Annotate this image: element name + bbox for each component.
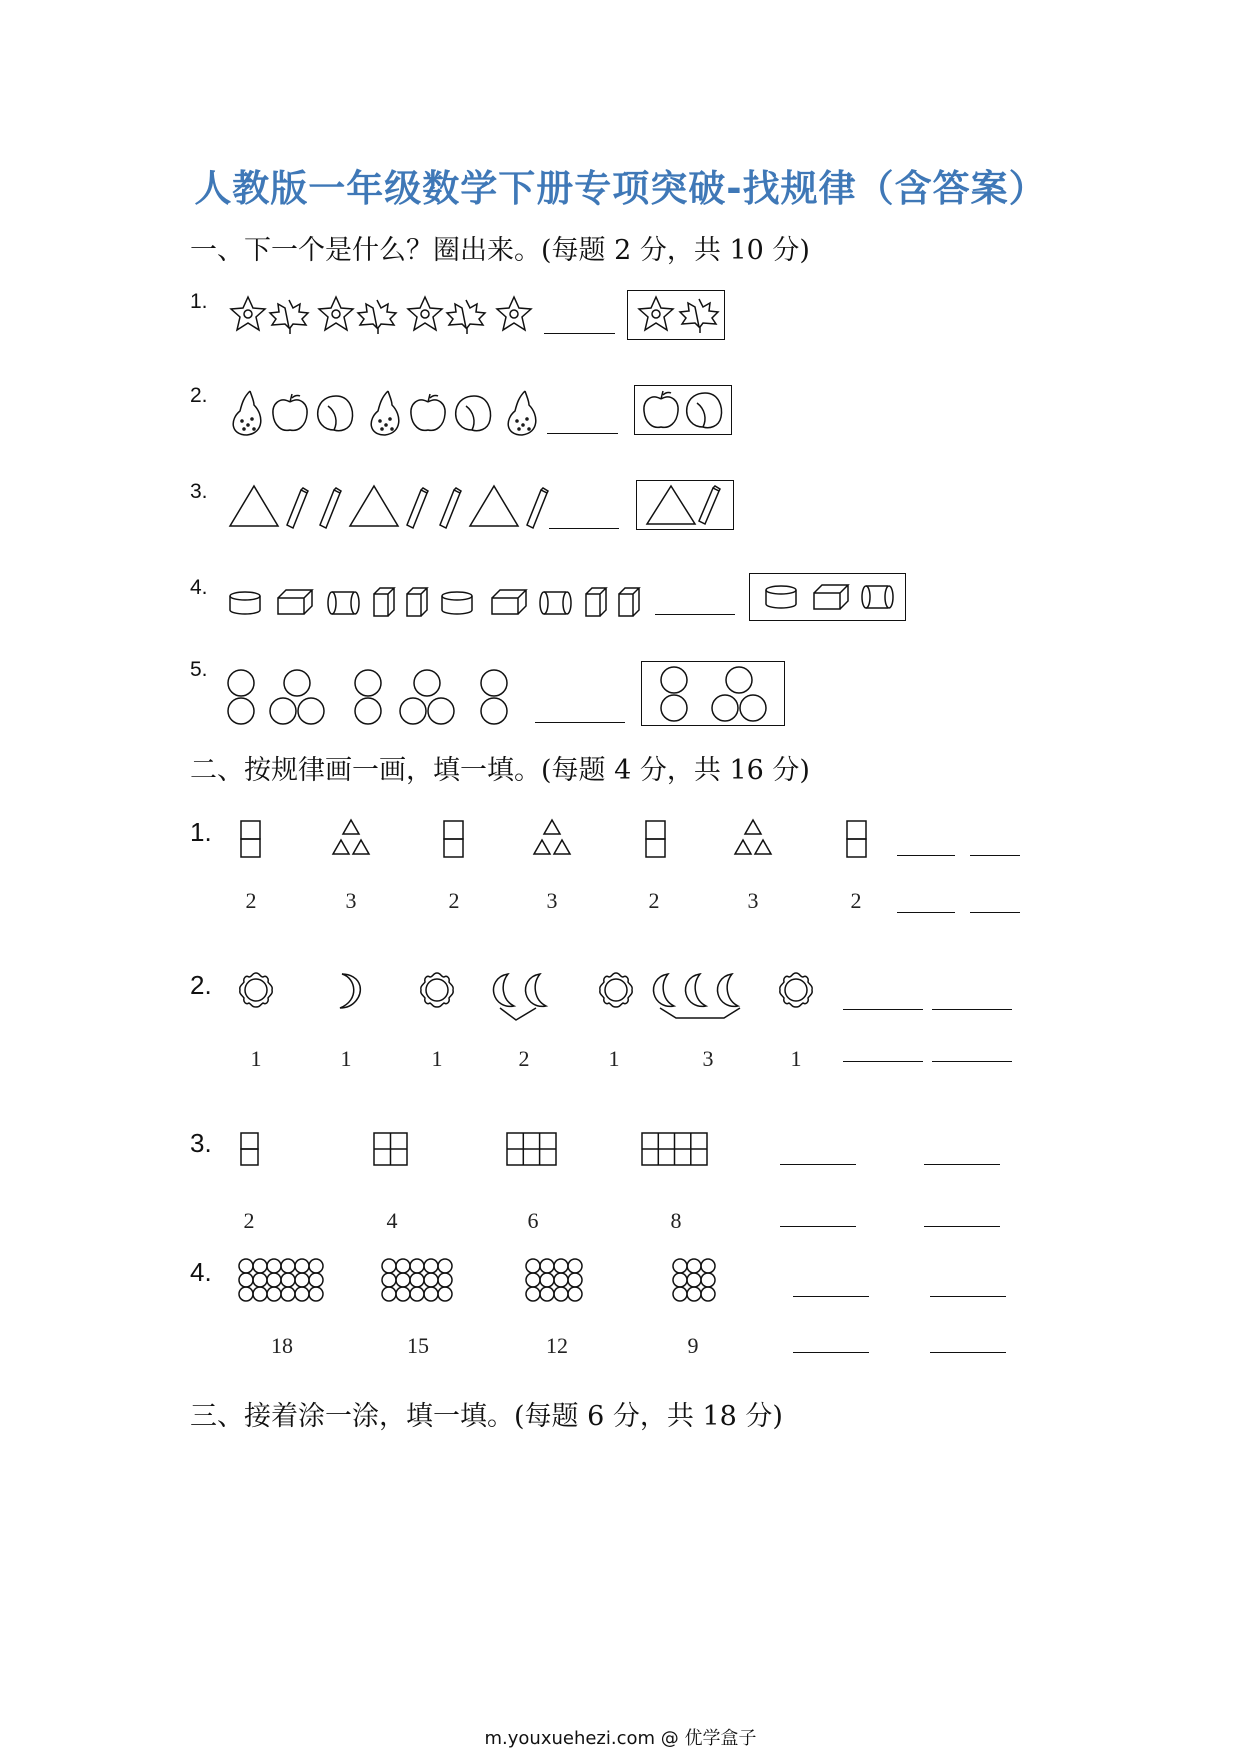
answer-box[interactable] bbox=[627, 290, 725, 340]
dot-circle bbox=[410, 1287, 424, 1301]
flower-icon bbox=[405, 295, 445, 335]
stick-icon bbox=[318, 488, 342, 530]
dot-circle bbox=[424, 1273, 438, 1287]
page-title: 人教版一年级数学下册专项突破-找规律（含答案） bbox=[194, 167, 1047, 210]
dot-circle bbox=[701, 1259, 715, 1273]
dot-circle bbox=[687, 1259, 701, 1273]
dot-circle bbox=[396, 1273, 410, 1287]
drawing-blank[interactable] bbox=[843, 1009, 923, 1010]
dot-grid-9-icon bbox=[672, 1258, 718, 1304]
stick-icon bbox=[405, 488, 429, 530]
moon-icon bbox=[330, 972, 362, 1010]
three-triangles-icon bbox=[526, 818, 578, 858]
cuboid-icon bbox=[812, 583, 850, 611]
question-number: 4. bbox=[190, 1257, 212, 1287]
grid-4-squares-icon bbox=[373, 1132, 409, 1166]
three-circles-icon bbox=[268, 668, 326, 726]
dot-circle bbox=[239, 1259, 253, 1273]
drawing-blank[interactable] bbox=[780, 1164, 856, 1165]
apple-icon bbox=[641, 389, 681, 431]
dot-circle bbox=[382, 1259, 396, 1273]
sun-flower-icon bbox=[776, 970, 816, 1010]
two-circles-icon bbox=[478, 668, 510, 726]
answer-blank[interactable] bbox=[897, 912, 955, 913]
apple-icon bbox=[408, 392, 448, 434]
question-number: 4. bbox=[190, 576, 208, 599]
dot-grid-12-icon bbox=[525, 1258, 585, 1304]
answer-blank[interactable] bbox=[549, 528, 619, 529]
dot-circle bbox=[438, 1259, 452, 1273]
stick-icon bbox=[697, 486, 721, 528]
cube-icon bbox=[584, 586, 608, 618]
peach-icon bbox=[314, 392, 356, 434]
dot-circle bbox=[438, 1287, 452, 1301]
dot-circle bbox=[568, 1259, 582, 1273]
pear-icon bbox=[228, 389, 266, 437]
dot-circle bbox=[701, 1273, 715, 1287]
sun-flower-icon bbox=[236, 970, 276, 1010]
dot-circle bbox=[396, 1287, 410, 1301]
dot-circle bbox=[540, 1259, 554, 1273]
question-number: 3. bbox=[190, 1128, 212, 1158]
stick-icon bbox=[438, 488, 462, 530]
drawing-blank[interactable] bbox=[793, 1296, 869, 1297]
answer-blank[interactable] bbox=[547, 433, 618, 434]
drawing-blank[interactable] bbox=[932, 1009, 1012, 1010]
dot-circle bbox=[295, 1259, 309, 1273]
question-number: 1. bbox=[190, 817, 212, 847]
answer-blank[interactable] bbox=[932, 1061, 1012, 1062]
count-label: 3 bbox=[546, 888, 558, 913]
section3-heading: 三、接着涂一涂，填一填。(每题 6 分，共 18 分) bbox=[190, 1401, 783, 1432]
pear-icon bbox=[503, 389, 541, 437]
dot-circle bbox=[267, 1273, 281, 1287]
count-label: 2 bbox=[448, 888, 460, 913]
peach-icon bbox=[452, 392, 494, 434]
three-triangles-icon bbox=[325, 818, 377, 858]
dot-circle bbox=[701, 1287, 715, 1301]
drawing-blank[interactable] bbox=[930, 1296, 1006, 1297]
cube-icon bbox=[617, 586, 641, 618]
dot-circle bbox=[526, 1273, 540, 1287]
dot-grid-15-icon bbox=[381, 1258, 455, 1304]
dot-circle bbox=[267, 1259, 281, 1273]
dot-circle bbox=[382, 1287, 396, 1301]
three-circles-icon bbox=[398, 668, 456, 726]
dot-circle bbox=[309, 1259, 323, 1273]
flower-icon bbox=[316, 295, 356, 335]
dot-circle bbox=[382, 1273, 396, 1287]
count-label: 1 bbox=[790, 1046, 802, 1071]
answer-blank[interactable] bbox=[924, 1226, 1000, 1227]
dot-circle bbox=[438, 1273, 452, 1287]
peach-icon bbox=[683, 389, 725, 431]
cylinder-icon bbox=[440, 590, 474, 616]
dot-circle bbox=[281, 1287, 295, 1301]
count-label: 1 bbox=[250, 1046, 262, 1071]
leaf-icon bbox=[445, 298, 487, 336]
count-label: 4 bbox=[386, 1208, 398, 1233]
stick-icon bbox=[525, 488, 549, 530]
count-label: 6 bbox=[527, 1208, 539, 1233]
two-squares-icon bbox=[240, 820, 262, 860]
dot-circle bbox=[396, 1259, 410, 1273]
question-number: 2. bbox=[190, 970, 212, 1000]
dot-circle bbox=[673, 1273, 687, 1287]
dot-circle bbox=[410, 1259, 424, 1273]
dot-circle bbox=[253, 1259, 267, 1273]
dot-circle bbox=[239, 1273, 253, 1287]
two-squares-icon bbox=[443, 820, 465, 860]
dot-circle bbox=[410, 1273, 424, 1287]
dot-circle bbox=[253, 1273, 267, 1287]
dot-circle bbox=[673, 1287, 687, 1301]
count-label: 18 bbox=[271, 1333, 293, 1358]
triangle-icon bbox=[228, 484, 280, 528]
dot-circle bbox=[267, 1287, 281, 1301]
dot-circle bbox=[568, 1273, 582, 1287]
three-triangles-icon bbox=[727, 818, 779, 858]
two-squares-icon bbox=[846, 820, 868, 860]
triangle-icon bbox=[348, 484, 400, 528]
answer-box[interactable] bbox=[749, 573, 906, 621]
dot-circle bbox=[253, 1287, 267, 1301]
count-label: 15 bbox=[407, 1333, 429, 1358]
count-label: 3 bbox=[747, 888, 759, 913]
dot-circle bbox=[295, 1287, 309, 1301]
question-number: 1. bbox=[190, 290, 208, 313]
drawing-blank[interactable] bbox=[924, 1164, 1000, 1165]
flower-icon bbox=[228, 295, 268, 335]
cube-icon bbox=[405, 586, 429, 618]
apple-icon bbox=[270, 392, 310, 434]
dot-circle bbox=[281, 1259, 295, 1273]
section2-heading: 二、按规律画一画，填一填。(每题 4 分，共 16 分) bbox=[190, 755, 810, 786]
dot-circle bbox=[295, 1273, 309, 1287]
stick-icon bbox=[285, 488, 309, 530]
question-number: 5. bbox=[190, 658, 208, 681]
leaf-icon bbox=[356, 298, 398, 336]
drawing-blank[interactable] bbox=[970, 855, 1020, 856]
dot-circle bbox=[309, 1273, 323, 1287]
two-circles-icon bbox=[352, 668, 384, 726]
count-label: 2 bbox=[648, 888, 660, 913]
dot-circle bbox=[554, 1287, 568, 1301]
dot-circle bbox=[526, 1287, 540, 1301]
grid-6-squares-icon bbox=[506, 1132, 558, 1166]
cube-icon bbox=[372, 586, 396, 618]
two-squares-icon bbox=[645, 820, 667, 860]
dot-circle bbox=[554, 1259, 568, 1273]
dot-circle bbox=[526, 1259, 540, 1273]
leaf-icon bbox=[678, 297, 720, 335]
answer-box[interactable] bbox=[636, 480, 734, 530]
two-circles-icon bbox=[658, 665, 690, 723]
dot-circle bbox=[424, 1287, 438, 1301]
cylinder-icon bbox=[228, 590, 262, 616]
answer-blank[interactable] bbox=[970, 912, 1020, 913]
count-label: 1 bbox=[340, 1046, 352, 1071]
dot-circle bbox=[540, 1287, 554, 1301]
count-label: 9 bbox=[687, 1333, 699, 1358]
grid-2-squares-icon bbox=[240, 1132, 260, 1166]
dot-circle bbox=[239, 1287, 253, 1301]
answer-box[interactable] bbox=[641, 661, 785, 726]
count-label: 2 bbox=[850, 888, 862, 913]
section1-heading: 一、下一个是什么？圈出来。(每题 2 分，共 10 分) bbox=[190, 235, 810, 266]
count-label: 12 bbox=[546, 1333, 568, 1358]
drawing-blank[interactable] bbox=[897, 855, 955, 856]
sun-flower-icon bbox=[596, 970, 636, 1010]
cylinder-side-icon bbox=[860, 584, 896, 610]
triangle-icon bbox=[468, 484, 520, 528]
dot-circle bbox=[687, 1287, 701, 1301]
three-moons-icon bbox=[650, 972, 760, 1024]
flower-icon bbox=[494, 295, 534, 335]
dot-circle bbox=[281, 1273, 295, 1287]
pear-icon bbox=[366, 389, 404, 437]
answer-blank[interactable] bbox=[930, 1352, 1006, 1353]
cylinder-icon bbox=[764, 584, 798, 610]
dot-circle bbox=[554, 1273, 568, 1287]
answer-blank[interactable] bbox=[544, 333, 615, 334]
dot-circle bbox=[673, 1259, 687, 1273]
count-label: 3 bbox=[702, 1046, 714, 1071]
answer-blank[interactable] bbox=[655, 614, 735, 615]
cylinder-side-icon bbox=[538, 590, 574, 616]
footer-watermark: m.youxuehezi.com @ 优学盒子 bbox=[484, 1728, 757, 1749]
three-circles-icon bbox=[710, 665, 768, 723]
cuboid-icon bbox=[276, 588, 314, 616]
dot-circle bbox=[568, 1287, 582, 1301]
count-label: 8 bbox=[670, 1208, 682, 1233]
question-number: 2. bbox=[190, 384, 208, 407]
dot-circle bbox=[309, 1287, 323, 1301]
two-circles-icon bbox=[225, 668, 257, 726]
answer-blank[interactable] bbox=[535, 722, 625, 723]
count-label: 1 bbox=[608, 1046, 620, 1071]
answer-blank[interactable] bbox=[843, 1061, 923, 1062]
cuboid-icon bbox=[490, 588, 528, 616]
cylinder-side-icon bbox=[326, 590, 362, 616]
count-label: 3 bbox=[345, 888, 357, 913]
answer-box[interactable] bbox=[634, 385, 732, 435]
grid-8-squares-icon bbox=[641, 1132, 709, 1166]
dot-circle bbox=[687, 1273, 701, 1287]
answer-blank[interactable] bbox=[780, 1226, 856, 1227]
sun-flower-icon bbox=[417, 970, 457, 1010]
dot-grid-18-icon bbox=[238, 1258, 326, 1304]
leaf-icon bbox=[268, 298, 310, 336]
dot-circle bbox=[424, 1259, 438, 1273]
count-label: 2 bbox=[245, 888, 257, 913]
count-label: 2 bbox=[518, 1046, 530, 1071]
count-label: 1 bbox=[431, 1046, 443, 1071]
question-number: 3. bbox=[190, 480, 208, 503]
count-label: 2 bbox=[243, 1208, 255, 1233]
dot-circle bbox=[540, 1273, 554, 1287]
two-moons-icon bbox=[490, 972, 560, 1024]
triangle-icon bbox=[645, 484, 697, 528]
answer-blank[interactable] bbox=[793, 1352, 869, 1353]
flower-icon bbox=[636, 295, 676, 335]
